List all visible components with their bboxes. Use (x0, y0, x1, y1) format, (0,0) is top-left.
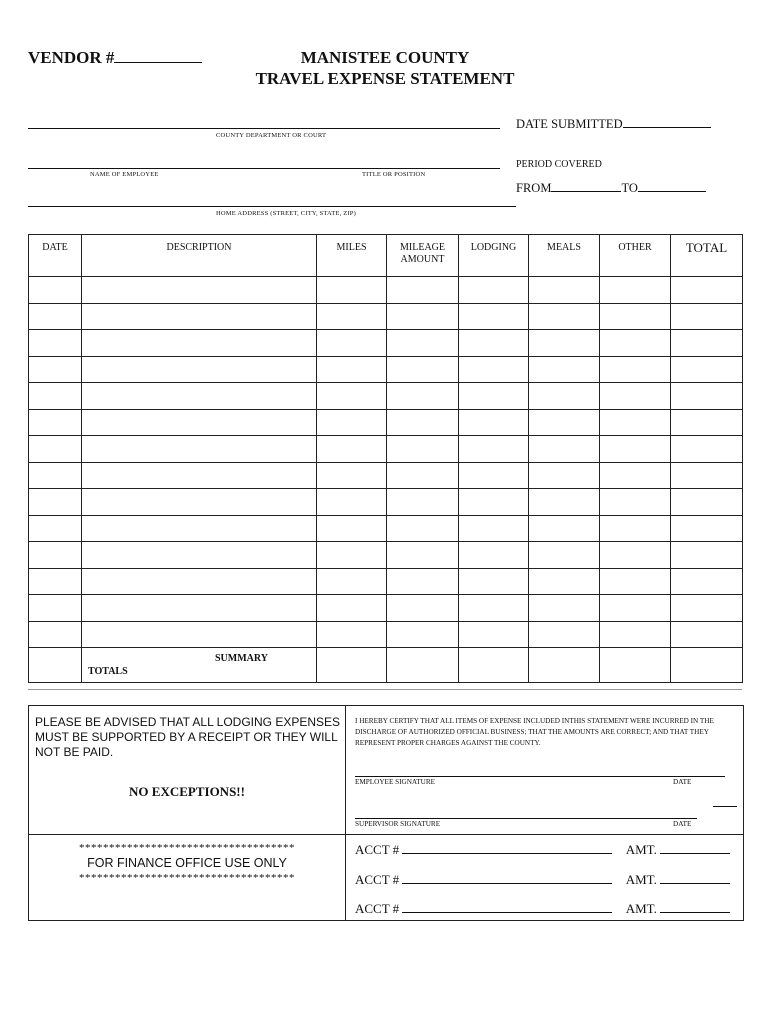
cell-lodging[interactable] (459, 515, 529, 542)
cell-mileage-amount[interactable] (387, 356, 459, 383)
table-row (29, 542, 743, 569)
cell-date[interactable] (29, 542, 82, 569)
cell-date[interactable] (29, 568, 82, 595)
cell-miles[interactable] (317, 330, 387, 357)
cell-meals[interactable] (529, 595, 600, 622)
finance-stars-bottom: ************************************ (79, 872, 295, 884)
employee-date-blank[interactable] (713, 806, 737, 807)
cell-total[interactable] (671, 383, 743, 410)
cell-other[interactable] (600, 303, 671, 330)
cell-meals[interactable] (529, 542, 600, 569)
amt-label: AMT. (625, 872, 657, 887)
from-date-blank[interactable] (551, 180, 621, 192)
acct-row-2[interactable] (355, 872, 730, 888)
cell-meals[interactable] (529, 489, 600, 516)
cell-other[interactable] (600, 595, 671, 622)
cell-total[interactable] (671, 515, 743, 542)
cell-miles[interactable] (317, 489, 387, 516)
amt-label: AMT. (625, 901, 657, 916)
date-submitted-field[interactable] (516, 116, 711, 132)
certification-statement: I HEREBY CERTIFY THAT ALL ITEMS OF EXPENSE INCLUDED INTHIS STATEMENT WERE INCURRED IN THE DISCHARGE OF AUTHORIZED OFFICIAL BUSINESS; THAT THE AMOUNTS ARE CORRECT; AND THAT THEY REPRESENT PROPER CHARGES AGAINST THE COUNTY. (355, 717, 714, 747)
certify-bottom-divider (345, 834, 743, 835)
cell-date[interactable] (29, 356, 82, 383)
cell-description[interactable] (82, 489, 317, 516)
form-title: TRAVEL EXPENSE STATEMENT (255, 69, 515, 88)
table-row (29, 436, 743, 463)
cell-date[interactable] (29, 330, 82, 357)
amt-blank[interactable] (660, 842, 730, 854)
table-row (29, 595, 743, 622)
cell-other[interactable] (600, 356, 671, 383)
bottom-panel (28, 705, 744, 921)
cell-miles[interactable] (317, 621, 387, 648)
cell-lodging[interactable] (459, 595, 529, 622)
supervisor-date-label: DATE (673, 820, 692, 828)
cell-total[interactable] (671, 568, 743, 595)
acct-number-blank[interactable] (402, 872, 612, 884)
period-range-field[interactable] (516, 180, 706, 196)
total-meals[interactable] (529, 648, 600, 683)
total-total[interactable] (671, 648, 743, 683)
cell-date[interactable] (29, 277, 82, 304)
employee-date-label: DATE (673, 778, 692, 786)
cell-total[interactable] (671, 489, 743, 516)
cell-lodging[interactable] (459, 277, 529, 304)
cell-lodging[interactable] (459, 383, 529, 410)
cell-date[interactable] (29, 409, 82, 436)
cell-mileage-amount[interactable] (387, 595, 459, 622)
mileage-amount-label: MILEAGE AMOUNT (400, 242, 445, 265)
finance-office-label: FOR FINANCE OFFICE USE ONLY (87, 856, 287, 870)
summary-label: SUMMARY (215, 653, 268, 664)
title-or-position-label: TITLE OR POSITION (362, 171, 426, 178)
totals-row (29, 648, 743, 683)
cell-description[interactable] (82, 330, 317, 357)
cell-description[interactable] (82, 462, 317, 489)
column-header-date: DATE (29, 235, 82, 277)
cell-miles[interactable] (317, 568, 387, 595)
cell-other[interactable] (600, 542, 671, 569)
county-department-label: COUNTY DEPARTMENT OR COURT (216, 132, 327, 139)
cell-total[interactable] (671, 542, 743, 569)
summary-totals-cell (82, 648, 317, 683)
cell-date[interactable] (29, 462, 82, 489)
cell-other[interactable] (600, 489, 671, 516)
cell-meals[interactable] (529, 330, 600, 357)
table-row (29, 383, 743, 410)
cell-meals[interactable] (529, 462, 600, 489)
cell-date[interactable] (29, 595, 82, 622)
cell-description[interactable] (82, 356, 317, 383)
cell-total[interactable] (671, 462, 743, 489)
cell-lodging[interactable] (459, 568, 529, 595)
cell-mileage-amount[interactable] (387, 515, 459, 542)
home-address-label: HOME ADDRESS (STREET, CITY, STATE, ZIP) (216, 210, 356, 217)
cell-other[interactable] (600, 409, 671, 436)
cell-lodging[interactable] (459, 542, 529, 569)
amt-blank[interactable] (660, 872, 730, 884)
total-miles[interactable] (317, 648, 387, 683)
cell-total[interactable] (671, 595, 743, 622)
cell-miles[interactable] (317, 409, 387, 436)
expense-table (28, 234, 743, 683)
cell-description[interactable] (82, 303, 317, 330)
cell-total[interactable] (671, 277, 743, 304)
cell-meals[interactable] (529, 356, 600, 383)
county-department-line[interactable] (28, 128, 500, 129)
employee-name-line[interactable] (28, 168, 500, 169)
bottom-horizontal-divider (29, 834, 345, 835)
name-of-employee-label: NAME OF EMPLOYEE (90, 171, 159, 178)
cell-description[interactable] (82, 515, 317, 542)
cell-other[interactable] (600, 383, 671, 410)
table-row (29, 277, 743, 304)
cell-description[interactable] (82, 542, 317, 569)
cell-miles[interactable] (317, 515, 387, 542)
cell-mileage-amount[interactable] (387, 436, 459, 463)
cell-mileage-amount[interactable] (387, 383, 459, 410)
cell-meals[interactable] (529, 621, 600, 648)
cell-description[interactable] (82, 277, 317, 304)
cell-other[interactable] (600, 330, 671, 357)
column-header-lodging: LODGING (459, 235, 529, 277)
cell-miles[interactable] (317, 383, 387, 410)
cell-date[interactable] (29, 436, 82, 463)
supervisor-signature-label: SUPERVISOR SIGNATURE (355, 820, 441, 828)
column-header-description: DESCRIPTION (82, 235, 317, 277)
vendor-label: VENDOR # (28, 48, 115, 67)
cell-lodging[interactable] (459, 330, 529, 357)
acct-number-blank[interactable] (402, 901, 612, 913)
cell-mileage-amount[interactable] (387, 621, 459, 648)
supervisor-signature-line[interactable] (355, 818, 697, 819)
acct-label: ACCT # (355, 901, 400, 916)
acct-number-blank[interactable] (402, 842, 612, 854)
cell-mileage-amount[interactable] (387, 462, 459, 489)
cell-meals[interactable] (529, 303, 600, 330)
cell-meals[interactable] (529, 568, 600, 595)
home-address-line[interactable] (28, 206, 516, 207)
to-date-blank[interactable] (638, 180, 706, 192)
cell-total[interactable] (671, 330, 743, 357)
period-covered-label: PERIOD COVERED (516, 159, 602, 170)
cell-date[interactable] (29, 489, 82, 516)
table-row (29, 489, 743, 516)
cell-mileage-amount[interactable] (387, 330, 459, 357)
cell-lodging[interactable] (459, 462, 529, 489)
cell-description[interactable] (82, 383, 317, 410)
cell-meals[interactable] (529, 277, 600, 304)
cell-total[interactable] (671, 356, 743, 383)
cell-mileage-amount[interactable] (387, 303, 459, 330)
cell-miles[interactable] (317, 462, 387, 489)
cell-lodging[interactable] (459, 409, 529, 436)
lodging-receipt-notice: PLEASE BE ADVISED THAT ALL LODGING EXPENSES MUST BE SUPPORTED BY A RECEIPT OR THEY WILL NOT BE PAID. (35, 715, 341, 759)
table-row (29, 462, 743, 489)
cell-other[interactable] (600, 515, 671, 542)
cell-mileage-amount[interactable] (387, 542, 459, 569)
column-header-other: OTHER (600, 235, 671, 277)
cell-date[interactable] (29, 621, 82, 648)
cell-miles[interactable] (317, 436, 387, 463)
cell-other[interactable] (600, 568, 671, 595)
column-header-mileage-amount (387, 235, 459, 277)
cell-miles[interactable] (317, 542, 387, 569)
acct-row-1[interactable] (355, 842, 730, 858)
cell-meals[interactable] (529, 409, 600, 436)
cell-total[interactable] (671, 436, 743, 463)
cell-lodging[interactable] (459, 436, 529, 463)
table-row (29, 409, 743, 436)
cell-miles[interactable] (317, 303, 387, 330)
cell-mileage-amount[interactable] (387, 568, 459, 595)
cell-meals[interactable] (529, 383, 600, 410)
column-header-meals: MEALS (529, 235, 600, 277)
cell-miles[interactable] (317, 356, 387, 383)
cell-lodging[interactable] (459, 303, 529, 330)
to-label: TO (621, 181, 638, 195)
totals-label: TOTALS (88, 666, 128, 677)
cell-meals[interactable] (529, 436, 600, 463)
cell-meals[interactable] (529, 515, 600, 542)
cell-mileage-amount[interactable] (387, 489, 459, 516)
no-exceptions-notice: NO EXCEPTIONS!! (129, 784, 245, 799)
cell-description[interactable] (82, 621, 317, 648)
amt-label: AMT. (625, 842, 657, 857)
acct-row-3[interactable] (355, 901, 730, 917)
cell-date[interactable] (29, 515, 82, 542)
cell-lodging[interactable] (459, 489, 529, 516)
cell-other[interactable] (600, 621, 671, 648)
date-submitted-blank[interactable] (623, 116, 711, 128)
cell-mileage-amount[interactable] (387, 277, 459, 304)
bottom-vertical-divider (345, 706, 346, 920)
cell-total[interactable] (671, 303, 743, 330)
cell-lodging[interactable] (459, 621, 529, 648)
column-header-miles: MILES (317, 235, 387, 277)
date-submitted-label: DATE SUBMITTED (516, 117, 623, 131)
acct-label: ACCT # (355, 872, 400, 887)
cell-date[interactable] (29, 383, 82, 410)
cell-description[interactable] (82, 409, 317, 436)
cell-mileage-amount[interactable] (387, 409, 459, 436)
table-row (29, 303, 743, 330)
cell-description[interactable] (82, 568, 317, 595)
table-row (29, 568, 743, 595)
table-row (29, 356, 743, 383)
total-other[interactable] (600, 648, 671, 683)
acct-label: ACCT # (355, 842, 400, 857)
column-header-total: TOTAL (671, 235, 743, 277)
cell-other[interactable] (600, 436, 671, 463)
employee-signature-label: EMPLOYEE SIGNATURE (355, 778, 436, 786)
finance-stars-top: ************************************ (79, 842, 295, 854)
cell-lodging[interactable] (459, 356, 529, 383)
cell-total[interactable] (671, 409, 743, 436)
total-lodging[interactable] (459, 648, 529, 683)
total-date[interactable] (29, 648, 82, 683)
cell-other[interactable] (600, 462, 671, 489)
total-mileage-amount[interactable] (387, 648, 459, 683)
table-row (29, 621, 743, 648)
cell-description[interactable] (82, 595, 317, 622)
cell-miles[interactable] (317, 595, 387, 622)
from-label: FROM (516, 181, 552, 195)
county-title: MANISTEE COUNTY (300, 48, 470, 67)
cell-description[interactable] (82, 436, 317, 463)
cell-date[interactable] (29, 303, 82, 330)
table-row (29, 330, 743, 357)
table-header-row (29, 235, 743, 277)
cell-total[interactable] (671, 621, 743, 648)
table-row (29, 515, 743, 542)
amt-blank[interactable] (660, 901, 730, 913)
section-divider (28, 689, 742, 690)
cell-miles[interactable] (317, 277, 387, 304)
cell-other[interactable] (600, 277, 671, 304)
employee-signature-line[interactable] (355, 776, 725, 777)
